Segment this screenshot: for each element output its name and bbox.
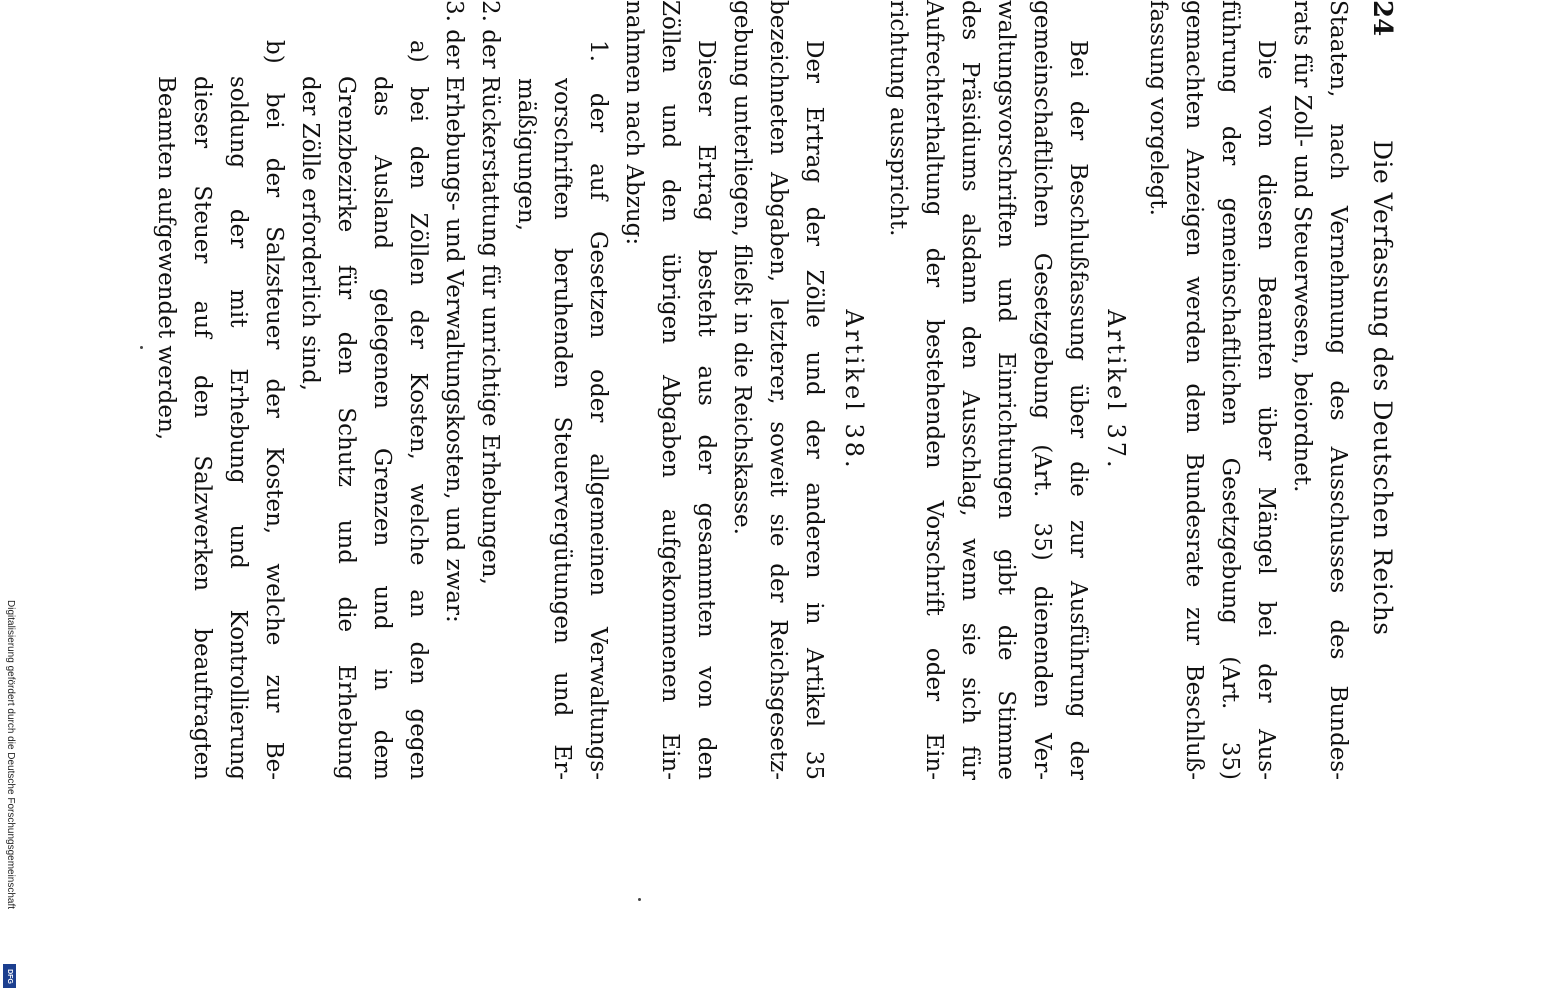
text-line: bezeichneten Abgaben, letzterer, soweit sie der Reichsgesetz-: [765, 0, 791, 780]
text-line: gemachten Anzeigen werden dem Bundesrate zur Beschluß-: [1181, 0, 1207, 780]
text-line: Dieser Ertrag besteht aus der gesammten von den: [693, 40, 719, 780]
running-header: [1364, 0, 1400, 780]
text-line: nahmen nach Abzug:: [621, 0, 647, 246]
list-item-continuation: mäßigungen,: [513, 78, 539, 232]
text-line: gebung unterliegen, fließt in die Reichskasse.: [729, 0, 755, 535]
text-line: Bei der Beschlußfassung über die zur Ausführung der: [1065, 40, 1091, 780]
digitization-credit-text: Digitalisierung gefördert durch die Deutsche Forschungsgemeinschaft: [5, 600, 16, 910]
scan-speck: [638, 898, 641, 901]
rotated-page-area: [150, 0, 1400, 1000]
list-item: 1. der auf Gesetzen oder allgemeinen Verwaltungs-: [585, 40, 611, 780]
text-line: rats für Zoll- und Steuerwesen, beiordnet.: [1289, 0, 1315, 493]
page-number: 24: [1367, 0, 1397, 37]
article-heading: Artikel 38.: [840, 309, 868, 471]
text-line: Zöllen und den übrigen Abgaben aufgekommenen Ein-: [657, 0, 683, 780]
scan-speck: [140, 346, 143, 349]
text-line: führung der gemeinschaftlichen Gesetzgebung (Art. 35): [1217, 0, 1243, 780]
text-line: des Präsidiums alsdann den Ausschlag, wenn sie sich für: [957, 0, 983, 780]
text-line: richtung ausspricht.: [885, 0, 911, 237]
sub-list-item-continuation: der Zölle erforderlich sind,: [297, 76, 323, 392]
sub-list-item-continuation: Beamten aufgewendet werden,: [153, 76, 179, 441]
page-body: [150, 0, 1400, 780]
dfg-logo-icon: [3, 964, 16, 988]
sub-list-item-continuation: soldung der mit Erhebung und Kontrollierung: [225, 76, 251, 780]
text-line: Der Ertrag der Zölle und der anderen in Artikel 35: [801, 40, 827, 780]
sub-list-item-continuation: Grenzbezirke für den Schutz und die Erhebung: [333, 76, 359, 780]
text-line: fassung vorgelegt.: [1145, 0, 1171, 216]
sub-list-item: b) bei der Salzsteuer der Kosten, welche zur Be-: [261, 40, 287, 780]
text-line: waltungsvorschriften und Einrichtungen gibt die Stimme: [993, 0, 1019, 780]
text-line: Aufrechterhaltung der bestehenden Vorschrift oder Ein-: [921, 0, 947, 780]
dfg-logo-text: DFG: [6, 968, 13, 984]
list-item: 2. der Rückerstattung für unrichtige Erhebungen,: [477, 0, 503, 585]
digitization-credit-strip: [0, 0, 20, 1000]
list-item-continuation: vorschriften beruhenden Steuervergütungen und Er-: [549, 78, 575, 780]
sub-list-item-continuation: dieser Steuer auf den Salzwerken beauftragten: [189, 76, 215, 780]
sub-list-item-continuation: das Ausland gelegenen Grenzen und in dem: [369, 76, 395, 780]
sub-list-item: a) bei den Zöllen der Kosten, welche an den gegen: [405, 40, 431, 780]
running-title: Die Verfassung des Deutschen Reichs: [1368, 140, 1397, 636]
text-line: Die von diesen Beamten über Mängel bei der Aus-: [1253, 40, 1279, 780]
text-line: Staaten, nach Vernehmung des Ausschusses des Bundes-: [1325, 0, 1351, 780]
text-line: gemeinschaftlichen Gesetzgebung (Art. 35) dienenden Ver-: [1029, 0, 1055, 780]
list-item: 3. der Erhebungs- und Verwaltungskosten, und zwar:: [441, 0, 467, 623]
article-heading: Artikel 37.: [1102, 309, 1130, 471]
